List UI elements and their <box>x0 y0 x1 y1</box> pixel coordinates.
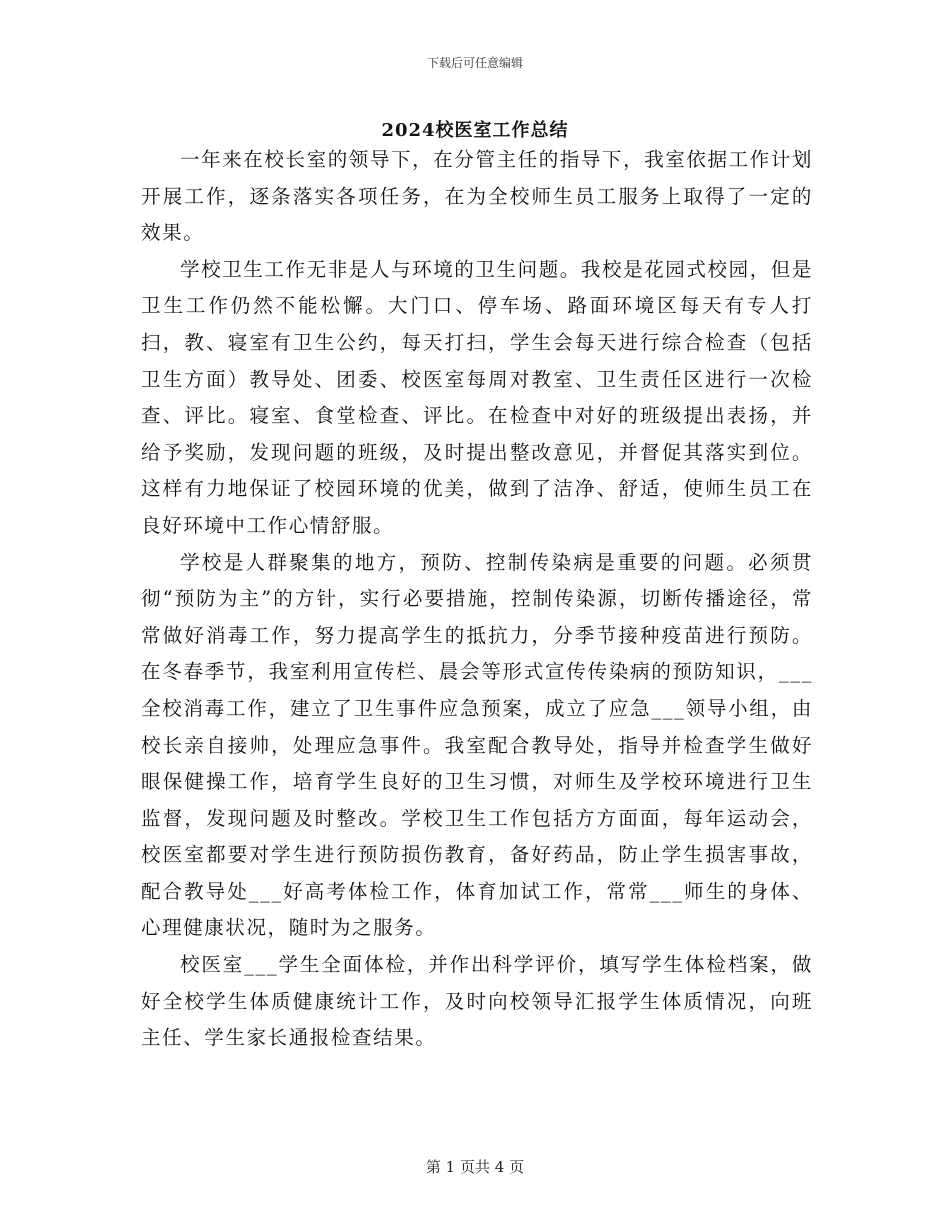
paragraph-2: 学校卫生工作无非是人与环境的卫生问题。我校是花园式校园，但是卫生工作仍然不能松懈。大门口、停车场、路面环境区每天有专人打扫，教、寝室有卫生公约，每天打扫，学生会每天进行综合检查（包括卫生方面）教导处、团委、校医室每周对教室、卫生责任区进行一次检查、评比。寝室、食堂检查、评比。在检查中对好的班级提出表扬，并给予奖励，发现问题的班级，及时提出整改意见，并督促其落实到位。这样有力地保证了校园环境的优美，做到了洁净、舒适，使师生员工在良好环境中工作心情舒服。 <box>141 257 814 537</box>
paragraph-1: 一年来在校长室的领导下，在分管主任的指导下，我室依据工作计划开展工作，逐条落实各项任务，在为全校师生员工服务上取得了一定的效果。 <box>141 148 814 245</box>
document-title: 2024校医室工作总结 <box>381 120 569 141</box>
page-header-note: 下载后可任意编辑 <box>426 56 523 70</box>
document-body <box>141 142 813 1057</box>
paragraph-4: 校医室___学生全面体检，并作出科学评价，填写学生体检档案，做好全校学生体质健康统计工作，及时向校领导汇报学生体质情况，向班主任、学生家长通报检查结果。 <box>141 953 813 1050</box>
page-number: 第 1 页共 4 页 <box>425 1158 525 1176</box>
paragraph-3: 学校是人群聚集的地方，预防、控制传染病是重要的问题。必须贯彻“预防为主”的方针，实行必要措施，控制传染源，切断传播途径，常常做好消毒工作，努力提高学生的抵抗力，分季节接种疫苗进行预防。在冬春季节，我室利用宣传栏、晨会等形式宣传传染病的预防知识，___全校消毒工作，建立了卫生事件应急预案，成立了应急___领导小组，由校长亲自接帅，处理应急事件。我室配合教导处，指导并检查学生做好眼保健操工作，培育学生良好的卫生习惯，对师生及学校环境进行卫生监督，发现问题及时整改。学校卫生工作包括方方面面，每年运动会，校医室都要对学生进行预防损伤教育，备好药品，防止学生损害事故，配合教导处___好高考体检工作，体育加试工作，常常___师生的身体、心理健康状况，随时为之服务。 <box>141 550 813 940</box>
